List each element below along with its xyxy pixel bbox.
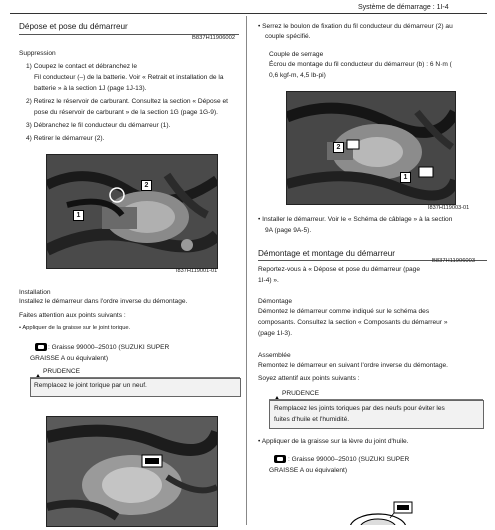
starter-motor-photo-2 — [286, 91, 456, 205]
step-1c: batterie » à la section 1J (page 1J-13). — [34, 85, 147, 92]
bullet-install-line2: 9A (page 9A-5). — [265, 227, 312, 234]
torque-heading: Couple de serrage — [269, 51, 324, 58]
oil-seal-diagram — [330, 488, 450, 525]
disassembly-heading: Démontage — [258, 298, 293, 305]
starter-motor-photo-1 — [46, 154, 218, 269]
starter-motor-photo-3 — [46, 416, 218, 527]
bullet-grease-seal: • Appliquer de la graisse sur la lèvre du joint d'huile. — [258, 438, 409, 445]
disassembly-line1: Démontez le démarreur comme indiqué sur le schéma des — [258, 308, 430, 315]
page-header-title: Système de démarrage : 1I-4 — [358, 4, 449, 11]
caution-label-right: PRUDENCE — [282, 390, 320, 397]
grease-right-line2: GRAISSE A ou équivalent) — [269, 467, 348, 474]
header-rule — [10, 13, 487, 14]
see-line1: Reportez-vous à « Dépose et pose du démarreur (page — [258, 266, 421, 273]
grease-tool-icon-right — [274, 455, 286, 463]
attention-right: Soyez attentif aux points suivants : — [258, 375, 360, 382]
removal-heading: Suppression — [19, 50, 56, 57]
callout-1-photo1: 1 — [73, 210, 84, 221]
column-divider — [246, 16, 247, 525]
step-2b: pose du réservoir de carburant » de la section 1G (page 1G-9). — [34, 109, 218, 116]
caution-text-left: Remplacez le joint torique par un neuf. — [34, 382, 147, 389]
torque-line2: 0,6 kgf-m, 4,5 lb-pi) — [269, 72, 326, 79]
ref-code-left: B837H11906002 — [192, 35, 236, 41]
section-title-disassembly: Démontage et montage du démarreur — [258, 249, 395, 258]
engine-photo-illustration-2 — [287, 92, 455, 204]
step-3: 3) Débranchez le fil conducteur du démarreur (1). — [26, 122, 171, 129]
bullet-tighten-line1: • Serrez le boulon de fixation du fil conducteur du démarreur (2) au — [258, 23, 453, 30]
step-4: 4) Retirer le démarreur (2). — [26, 135, 105, 142]
caution-label-left: PRUDENCE — [43, 368, 81, 375]
caution-right-line1: Remplacez les joints toriques par des neufs pour éviter les — [274, 405, 445, 412]
step-1b: Fil conducteur (–) de la batterie. Voir « Retrait et installation de la — [34, 74, 224, 81]
install-heading: Installation — [19, 289, 51, 296]
seal-diagram — [330, 488, 450, 525]
bullet-tighten-line2: couple spécifié. — [265, 33, 311, 40]
disassembly-line3: (page 1I-3). — [258, 330, 293, 337]
ref-code-right: B837H11906003 — [432, 258, 476, 264]
step-1a: 1) Coupez le contact et débranchez le — [26, 63, 138, 70]
see-line2: 1I-4) ». — [258, 277, 279, 284]
step-2a: 2) Retirez le réservoir de carburant. Consultez la section « Dépose et — [26, 98, 228, 105]
disassembly-line2: composants. Consultez la section « Composants du démarreur » — [258, 319, 448, 326]
section-title-removal: Dépose et pose du démarreur — [19, 22, 128, 31]
attention-left: Faites attention aux points suivants : — [19, 312, 126, 319]
install-text: Installez le démarreur dans l'ordre inverse du démontage. — [19, 298, 188, 305]
photo2-caption: I837H119003-01 — [428, 205, 470, 211]
grease-left-line2: GRAISSE A ou équivalent) — [30, 355, 109, 362]
grease-tool-icon-left — [35, 343, 47, 351]
grease-right-line1: : Graisse 99000–25010 (SUZUKI SUPER — [288, 456, 410, 463]
callout-2-photo2: 2 — [333, 142, 344, 153]
reassembly-heading: Assemblée — [258, 352, 291, 359]
caution-right-line2: fuites d'huile et l'humidité. — [274, 416, 350, 423]
reassembly-text: Remontez le démarreur en suivant l'ordre inverse du démontage. — [258, 362, 449, 369]
engine-photo-illustration-3 — [47, 417, 217, 526]
callout-1-photo2: 1 — [400, 172, 411, 183]
callout-2-photo1: 2 — [141, 180, 152, 191]
bullet-install-line1: • Installer le démarreur. Voir le « Schéma de câblage » à la section — [258, 216, 453, 223]
photo1-caption: I837H119001-01 — [176, 268, 218, 274]
torque-line1: Écrou de montage du fil conducteur du démarreur (b) : 6 N·m ( — [269, 61, 452, 68]
grease-left-line1: : Graisse 99000–25010 (SUZUKI SUPER — [48, 344, 170, 351]
bullet-grease-oring: • Appliquer de la graisse sur le joint torique. — [19, 325, 131, 331]
